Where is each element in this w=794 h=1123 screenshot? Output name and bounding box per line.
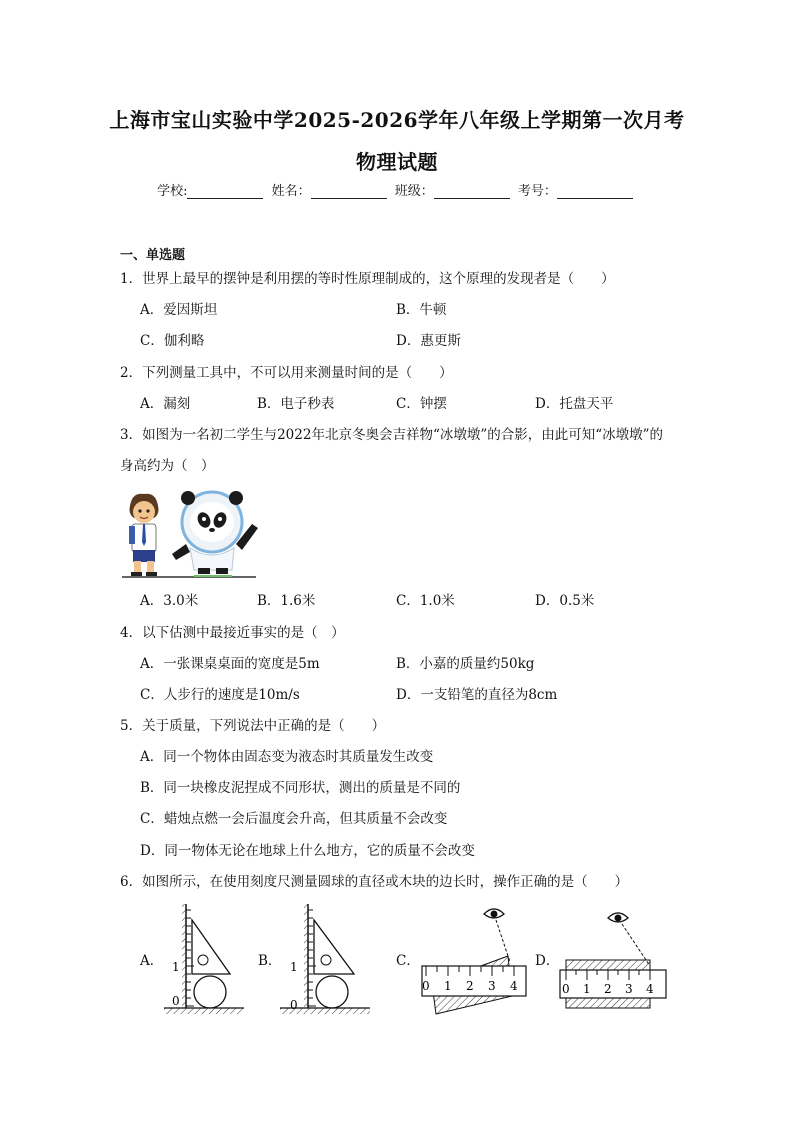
q6a-ruler-tick-0: 0 <box>172 994 180 1008</box>
q5-option-b: B．同一块橡皮泥捏成不同形状，测出的质量是不同的 <box>140 780 461 796</box>
exam-title-line1: 上海市宝山实验中学2025-2026学年八年级上学期第一次月考 <box>109 108 685 132</box>
student-and-mascot-photo <box>120 484 260 582</box>
q2-option-d: D．托盘天平 <box>535 396 614 412</box>
q6d-tick-3: 3 <box>625 982 633 996</box>
q1-option-a: A．爱因斯坦 <box>140 302 218 318</box>
q6-figure-label-b: B． <box>258 953 282 969</box>
q3-option-c: C．1.0米 <box>396 593 455 609</box>
q5-option-c: C．蜡烛点燃一会后温度会升高，但其质量不会改变 <box>140 811 448 827</box>
number-label: 考号： <box>517 184 557 199</box>
q3-option-d: D．0.5米 <box>535 593 595 609</box>
q6c-tick-4: 4 <box>510 979 518 993</box>
q6d-tick-2: 2 <box>604 982 612 996</box>
name-blank[interactable] <box>311 184 387 199</box>
q6-figure-b <box>276 900 376 1016</box>
q6b-ruler-tick-0: 0 <box>290 998 298 1012</box>
q6-figure-a <box>160 900 250 1016</box>
q6c-tick-2: 2 <box>466 979 474 993</box>
q4-option-b: B．小嘉的质量约50kg <box>396 656 535 672</box>
eye-icon <box>484 909 504 918</box>
q5-option-a: A．同一个物体由固态变为液态时其质量发生改变 <box>140 749 434 765</box>
student-figure <box>129 494 159 576</box>
q1-option-b: B．牛顿 <box>396 302 447 318</box>
name-label: 姓名： <box>271 184 311 199</box>
q6-figure-d <box>556 900 672 1016</box>
class-label: 班级： <box>394 184 434 199</box>
eye-icon <box>608 913 628 922</box>
question-3-stem-line2: 身高约为（ ） <box>120 458 215 474</box>
question-6-stem: 6．如图所示，在使用刻度尺测量圆球的直径或木块的边长时，操作正确的是（ ） <box>120 874 629 890</box>
school-blank[interactable] <box>187 184 263 199</box>
q6c-tick-1: 1 <box>444 979 452 993</box>
q2-option-b: B．电子秒表 <box>257 396 335 412</box>
question-3-stem-line1: 3．如图为一名初二学生与2022年北京冬奥会吉祥物“冰墩墩”的合影，由此可知“冰墩墩”的 <box>120 427 664 443</box>
q6d-tick-0: 0 <box>562 982 570 996</box>
q6-figure-label-a: A． <box>140 953 164 969</box>
q2-option-a: A．漏刻 <box>140 396 191 412</box>
q6-figure-label-d: D． <box>535 953 560 969</box>
q6c-tick-3: 3 <box>488 979 496 993</box>
question-4-stem: 4．以下估测中最接近事实的是（ ） <box>120 625 345 641</box>
q6d-tick-1: 1 <box>583 982 591 996</box>
q6-figure-label-c: C． <box>396 953 420 969</box>
exam-title-line2: 物理试题 <box>356 150 438 174</box>
q4-option-c: C．人步行的速度是10m/s <box>140 687 300 703</box>
q2-option-c: C．钟摆 <box>396 396 447 412</box>
class-blank[interactable] <box>434 184 510 199</box>
school-label: 学校: <box>157 184 188 199</box>
number-blank[interactable] <box>557 184 633 199</box>
q6b-ruler-tick-1: 1 <box>290 960 298 974</box>
q4-option-a: A．一张课桌桌面的宽度是5m <box>140 656 320 672</box>
question-5-stem: 5．关于质量，下列说法中正确的是（ ） <box>120 718 386 734</box>
q1-option-c: C．伽利略 <box>140 333 205 349</box>
q5-option-d: D．同一物体无论在地球上什么地方，它的质量不会改变 <box>140 843 475 859</box>
q6c-tick-0: 0 <box>422 979 430 993</box>
question-2-stem: 2．下列测量工具中，不可以用来测量时间的是（ ） <box>120 365 453 381</box>
student-info-row <box>0 180 794 199</box>
q3-option-b: B．1.6米 <box>257 593 316 609</box>
section-heading: 一、单选题 <box>120 248 186 263</box>
q6a-ruler-tick-1: 1 <box>172 960 180 974</box>
q4-option-d: D．一支铅笔的直径为8cm <box>396 687 558 703</box>
q6-figure-c <box>416 900 532 1016</box>
mascot-figure <box>172 491 258 576</box>
question-1-stem: 1．世界上最早的摆钟是利用摆的等时性原理制成的，这个原理的发现者是（ ） <box>120 271 615 287</box>
q3-option-a: A．3.0米 <box>140 593 199 609</box>
q1-option-d: D．惠更斯 <box>396 333 461 349</box>
q6d-tick-4: 4 <box>646 982 654 996</box>
